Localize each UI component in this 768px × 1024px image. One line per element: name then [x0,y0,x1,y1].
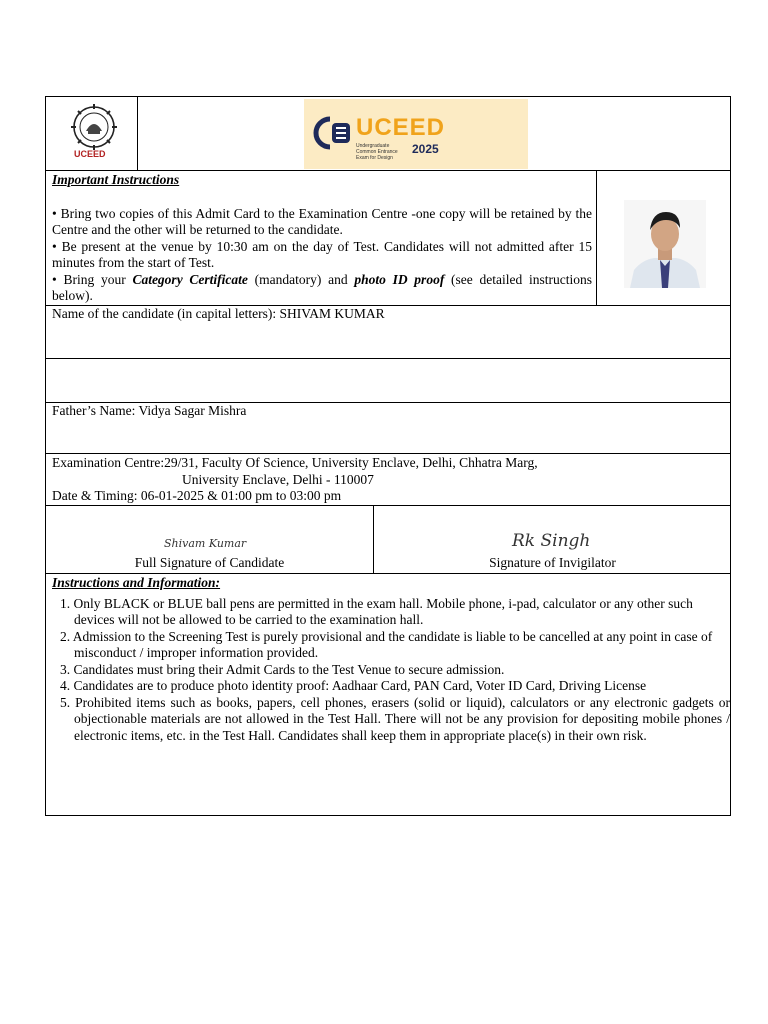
admit-card [45,96,731,816]
info-item-1: 1. Only BLACK or BLUE ball pens are permitted in the exam hall. Mobile phone, i-pad, calculator or any other such devices will not be allowed to be carried to the examination hall. [60,595,693,627]
invigilator-signature: Rk Singh [512,531,591,551]
photo-id-text: photo ID proof [354,271,445,287]
info-item-5: 5. Prohibited items such as books, papers, cell phones, erasers (solid or liquid), calculators or any electronic gadgets or objectionable materials are not allowed in the Test Hall. There will not be any provision for depositing mobile phones / electronic items, etc. in the Test Hall. Candidates shall keep them in appropriate place(s) in their own risk. [60,694,730,743]
exam-centre-block [52,455,722,505]
brand-year: 2025 [412,142,439,156]
father-name: Father’s Name: Vidya Sagar Mishra [52,403,247,418]
candidate-signature: Shivam Kumar [164,537,247,550]
important-item-2: • Be present at the venue by 10:30 am on the day of Test. Candidates will not admitted after 15 minutes from the start of Test. [52,238,592,270]
divider [46,170,730,171]
header-divider [137,97,138,170]
exam-timing: Date & Timing: 06-01-2025 & 01:00 pm to 03:00 pm [52,488,342,503]
info-item-2: 2. Admission to the Screening Test is purely provisional and the candidate is liable to be cancelled at any point in case of misconduct / improper information provided. [60,628,713,660]
item-3-post: (see detailed instructions below). [52,271,592,303]
left-logo-label: UCEED [74,149,106,159]
info-item-3: 3. Candidates must bring their Admit Cards to the Test Venue to secure admission. [60,661,505,677]
divider [46,358,730,359]
info-item-4: 4. Candidates are to produce photo identity proof: Aadhaar Card, PAN Card, Voter ID Card, Driving License [60,678,647,693]
item-3-pre: • Bring your [52,271,133,287]
divider [46,573,730,574]
category-certificate-text: Category Certificate [132,271,248,287]
divider [46,505,730,506]
info-list [52,596,730,745]
important-heading: Important Instructions [52,172,180,187]
important-item-1: • Bring two copies of this Admit Card to the Examination Centre -one copy will be retained by the Centre and the other will be returned to the candidate. [52,205,592,237]
uceed-mark-icon [312,115,354,151]
brand-subtitle: Undergraduate Common Entrance Exam for Design [356,143,398,161]
important-section [52,172,592,305]
brand-name: UCEED [356,114,446,141]
important-item-3 [52,272,592,305]
photo-divider [596,170,597,305]
item-3-mid: (mandatory) and [247,271,355,287]
invigilator-signature-label: Signature of Invigilator [489,555,616,570]
candidate-photo-image [624,200,706,288]
candidate-name: Name of the candidate (in capital letters): SHIVAM KUMAR [52,306,385,321]
candidate-photo [624,200,706,288]
exam-centre-line-2: University Enclave, Delhi - 110007 [182,471,374,487]
exam-centre-line-1: Examination Centre:29/31, Faculty Of Science, University Enclave, Delhi, Chhatra Marg, [52,455,538,470]
divider [46,453,730,454]
candidate-signature-label: Full Signature of Candidate [134,555,285,570]
info-heading: Instructions and Information: [52,575,221,590]
info-section [52,575,730,744]
uceed-brand-banner [304,99,528,169]
